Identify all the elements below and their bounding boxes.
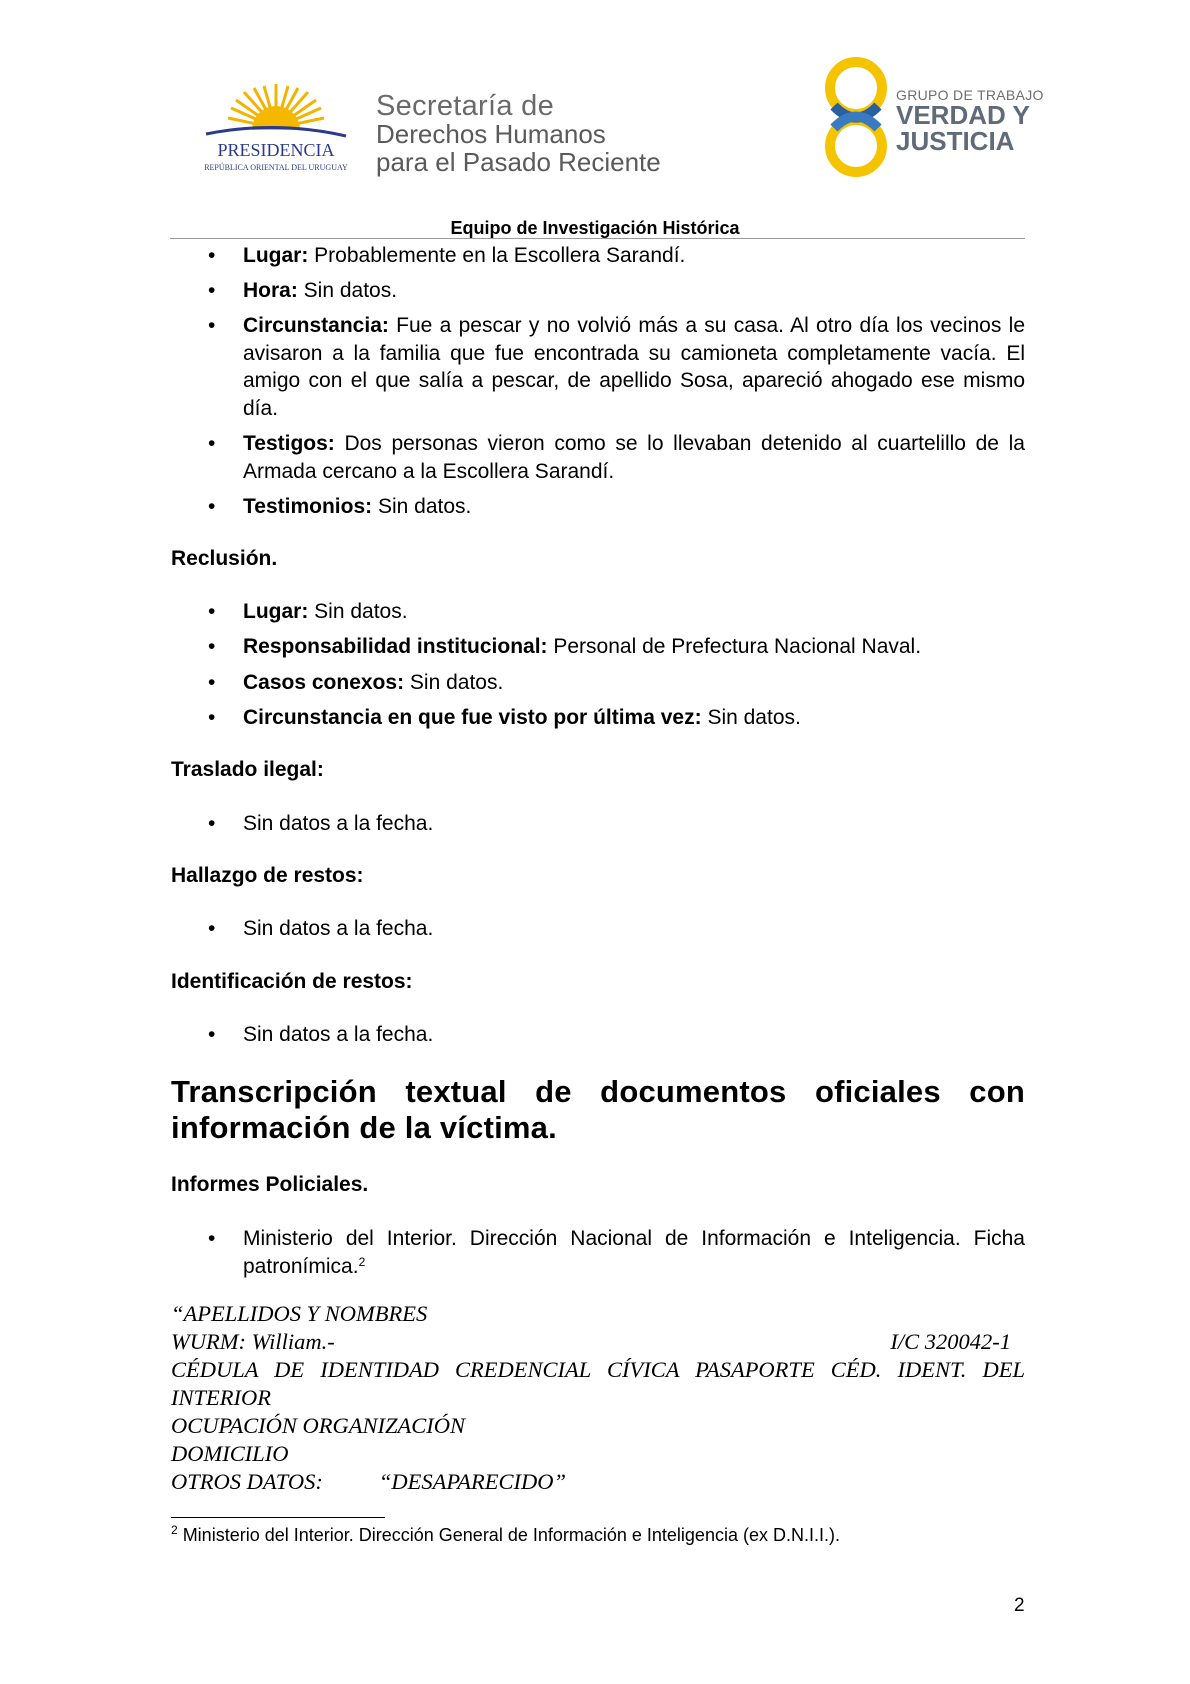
secretaria-line-2: Derechos Humanos [376, 119, 606, 149]
transcripcion-heading: Transcripción textual de documentos oficiales con información de la víctima. [171, 1074, 1025, 1145]
grupo-line-2: VERDAD Y [896, 100, 1030, 130]
item-value: Fue a pescar y no volvió más a su casa. Al otro día los vecinos le avisaron a la familia que fue encontrada su camioneta completamente vacía. El amigo con el que salía a pescar, de apellido Sosa, apareció ahogado ese mismo día. [243, 314, 1025, 420]
list-item-traslado: Sin datos a la fecha. [243, 812, 434, 835]
footnote-reference: 2 [358, 1254, 366, 1269]
bullet: • [208, 432, 216, 455]
grupo-line-3: JUSTICIA [896, 126, 1015, 156]
list-item-identificacion: Sin datos a la fecha. [243, 1023, 434, 1046]
secretaria-line-1: Secretaría de [376, 90, 554, 122]
item-value: Personal de Prefectura Nacional Naval. [547, 635, 922, 658]
item-value: Sin datos. [701, 706, 801, 729]
item-value: Dos personas vieron como se lo llevaban detenido al cuartelillo de la Armada cercano a la Escollera Sarandí. [243, 432, 1025, 483]
transcripcion-line-5: DOMICILIO [171, 1441, 289, 1466]
item-value: Sin datos. [372, 495, 472, 518]
transcripcion-line-4: OCUPACIÓN ORGANIZACIÓN [171, 1413, 465, 1438]
bullet: • [208, 917, 216, 940]
list-item-lugar [243, 242, 1025, 270]
grupo-line-1: GRUPO DE TRABAJO [896, 87, 1044, 103]
grupo-trabajo-title [896, 88, 1044, 154]
transcripcion-line-1: “APELLIDOS Y NOMBRES [171, 1301, 428, 1326]
otros-datos-value: “DESAPARECIDO” [378, 1469, 566, 1494]
item-value: Sin datos. [404, 671, 504, 694]
transcripcion-line-2 [171, 1328, 1011, 1356]
presidencia-logo [196, 80, 351, 180]
bullet: • [208, 244, 216, 267]
bullet: • [208, 671, 216, 694]
list-item-hallazgo: Sin datos a la fecha. [243, 917, 434, 940]
section-heading-traslado: Traslado ilegal: [171, 758, 324, 781]
header-divider [170, 238, 1025, 239]
transcripcion-line-6 [171, 1468, 1025, 1496]
footnote-divider [171, 1517, 385, 1518]
item-label: Lugar: [243, 244, 309, 267]
item-label: Testigos: [243, 432, 335, 455]
list-item-ministerio [243, 1225, 1025, 1280]
item-value: Ministerio del Interior. Dirección Nacional de Información e Inteligencia. Ficha patronímica. [243, 1227, 1025, 1278]
section-heading-informes: Informes Policiales. [171, 1173, 369, 1196]
section-heading-identificacion: Identificación de restos: [171, 970, 413, 993]
bullet: • [208, 1023, 216, 1046]
page-number: 2 [1014, 1595, 1025, 1616]
item-value: Sin datos. [297, 279, 398, 302]
interlocked-rings-icon [820, 54, 892, 180]
bullet: • [208, 279, 216, 302]
presidencia-sub: REPÚBLICA ORIENTAL DEL URUGUAY [204, 163, 348, 172]
list-item-hora [243, 277, 1025, 305]
transcripcion-name: WURM: William.- [171, 1329, 335, 1354]
footnote-number: 2 [171, 1523, 178, 1537]
bullet: • [208, 600, 216, 623]
secretaria-title [376, 92, 661, 176]
list-item-responsabilidad [243, 633, 1025, 661]
bullet: • [208, 812, 216, 835]
list-item-testigos [243, 430, 1025, 485]
item-label: Hora: [243, 279, 298, 302]
item-label: Responsabilidad institucional: [243, 635, 548, 658]
bullet: • [208, 706, 216, 729]
item-value: Sin datos. [308, 600, 408, 623]
team-title: Equipo de Investigación Histórica [450, 218, 740, 238]
footnote-text: Ministerio del Interior. Dirección General de Información e Inteligencia (ex D.N.I.I.). [177, 1525, 840, 1545]
item-label: Circunstancia: [243, 314, 389, 337]
list-item-circunstancia [243, 312, 1025, 422]
bullet: • [208, 314, 216, 337]
bullet: • [208, 495, 216, 518]
section-heading-hallazgo: Hallazgo de restos: [171, 864, 364, 887]
verdad-justicia-logo [820, 54, 892, 180]
item-label: Lugar: [243, 600, 309, 623]
item-value: Probablemente en la Escollera Sarandí. [308, 244, 686, 267]
list-item-testimonios [243, 493, 1025, 521]
otros-datos-label: OTROS DATOS: [171, 1469, 323, 1494]
list-item-lugar-reclusion [243, 598, 1025, 626]
transcripcion-line-3: CÉDULA DE IDENTIDAD CREDENCIAL CÍVICA PASAPORTE CÉD. IDENT. DEL INTERIOR [171, 1357, 1025, 1410]
list-item-casos-conexos [243, 669, 1025, 697]
presidencia-name: PRESIDENCIA [217, 140, 335, 160]
bullet: • [208, 1227, 216, 1250]
bullet: • [208, 635, 216, 658]
secretaria-line-3: para el Pasado Reciente [376, 147, 661, 177]
list-item-ultima-vez [243, 704, 1025, 732]
sun-emblem-icon [196, 80, 351, 180]
transcripcion-id: I/C 320042-1 [890, 1329, 1011, 1354]
item-label: Testimonios: [243, 495, 373, 518]
footnote [171, 1524, 840, 1546]
item-label: Circunstancia en que fue visto por última vez: [243, 706, 702, 729]
item-label: Casos conexos: [243, 671, 405, 694]
section-heading-reclusion: Reclusión. [171, 547, 278, 570]
